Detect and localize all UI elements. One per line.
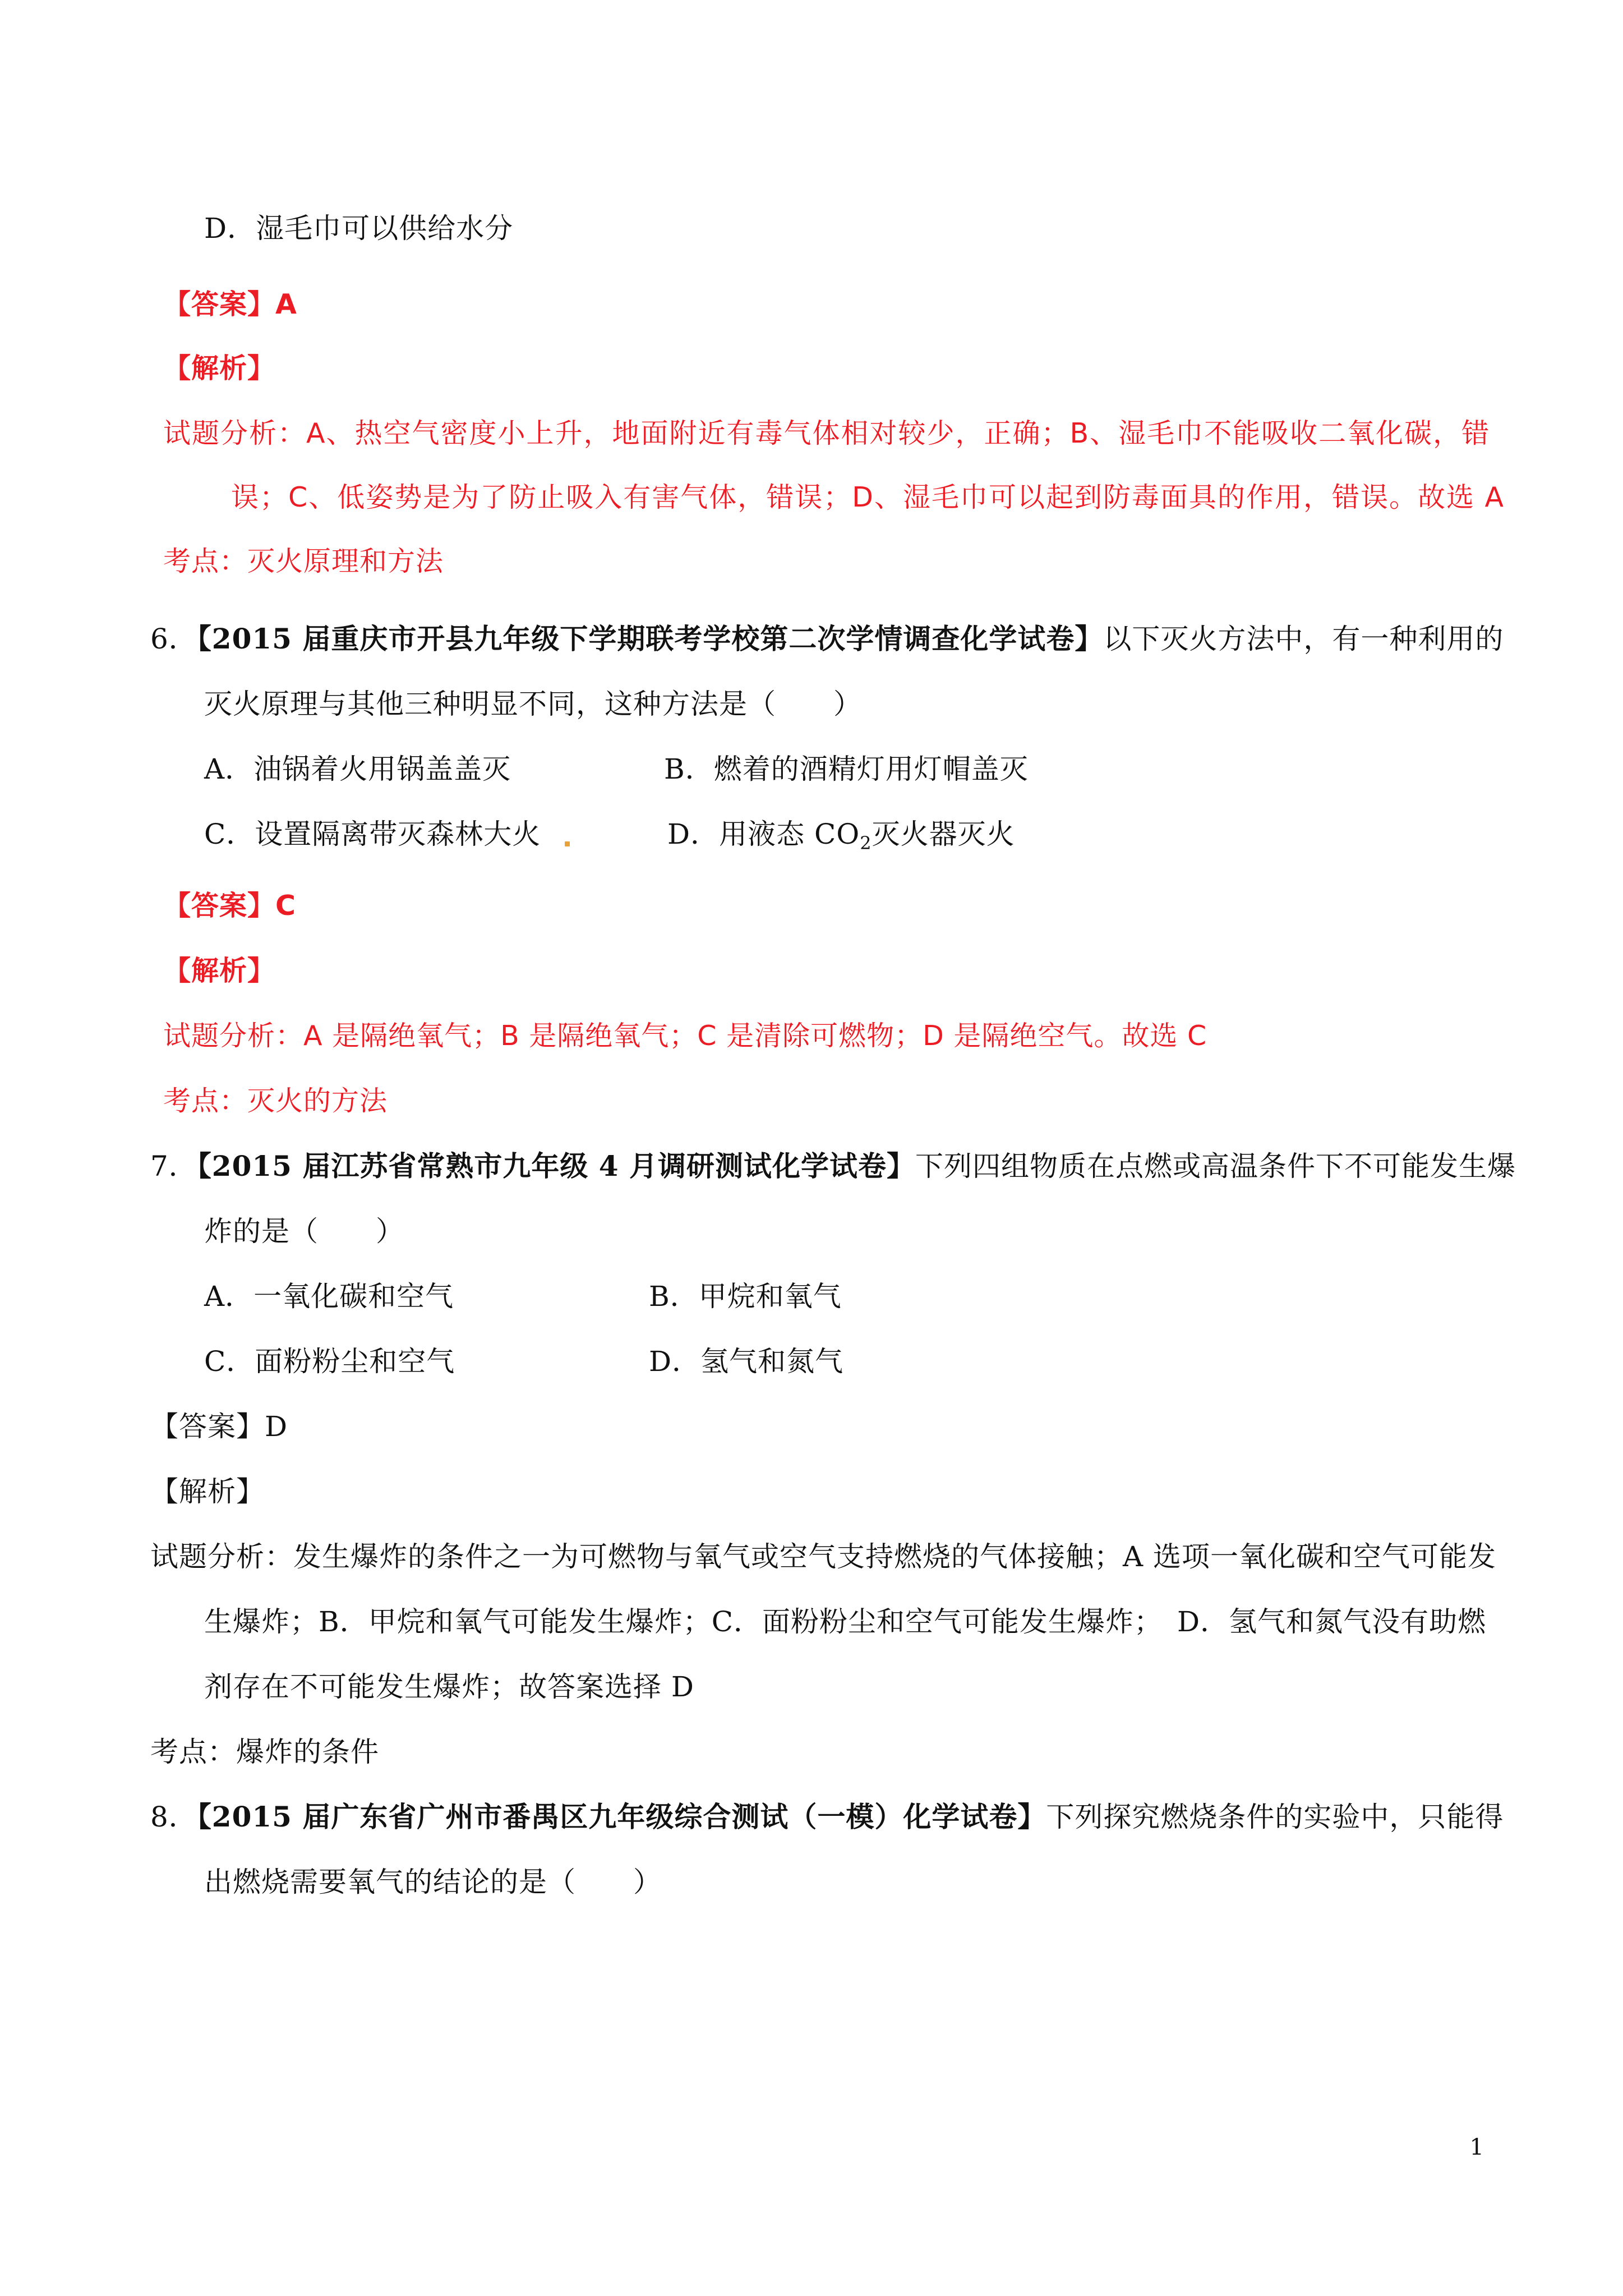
q5-analysis-line-1: 试题分析：A、热空气密度小上升，地面附近有毒气体相对较少，正确；B、湿毛巾不能吸收二氧化碳，错	[163, 417, 1491, 449]
q6-source: 【2015 届重庆市开县九年级下学期联考学校第二次学情调查化学试卷】	[197, 622, 1104, 655]
q5-analysis-line-2: 误；C、低姿势是为了防止吸入有害气体，错误；D、湿毛巾可以起到防毒面具的作用，错误。故选 A	[231, 481, 1505, 513]
q7-stem-line-1	[150, 1149, 1516, 1182]
q8-source: 【2015 届广东省广州市番禺区九年级综合测试（一模）化学试卷】	[197, 1800, 1046, 1833]
q6-option-d	[667, 818, 1015, 854]
q7-analysis-line-1: 试题分析：发生爆炸的条件之一为可燃物与氧气或空气支持燃烧的气体接触；A 选项一氧化碳和空气可能发	[150, 1540, 1496, 1573]
stray-orange-mark	[565, 841, 570, 846]
q8-stem-line-1	[150, 1800, 1504, 1833]
q6-knowledge-point: 考点：灭火的方法	[163, 1085, 388, 1117]
q6-number: 6．	[150, 623, 197, 655]
q5-option-d: D．湿毛巾可以供给水分	[204, 212, 514, 245]
q8-stem-line-2: 出燃烧需要氧气的结论的是（ ）	[204, 1866, 662, 1898]
q5-analysis-heading: 【解析】	[163, 352, 276, 384]
q6-option-c: C．设置隔离带灭森林大火	[204, 818, 541, 850]
q6-analysis-line-1: 试题分析：A 是隔绝氧气；B 是隔绝氧气；C 是清除可燃物；D 是隔绝空气。故选 C	[163, 1020, 1207, 1052]
q7-answer: 【答案】D	[150, 1410, 288, 1443]
page-number: 1	[1469, 2134, 1484, 2160]
q7-stem-line-2: 炸的是（ ）	[204, 1215, 404, 1248]
q6-analysis-heading: 【解析】	[163, 955, 276, 987]
q7-source: 【2015 届江苏省常熟市九年级 4 月调研测试化学试卷】	[197, 1149, 915, 1182]
q8-stem-text: 下列探究燃烧条件的实验中，只能得	[1046, 1801, 1504, 1833]
q7-number: 7．	[150, 1150, 197, 1182]
q7-stem-text: 下列四组物质在点燃或高温条件下不可能发生爆	[915, 1150, 1516, 1182]
q6-option-a: A．油锅着火用锅盖盖灭	[204, 753, 511, 785]
q7-option-c: C．面粉粉尘和空气	[204, 1345, 455, 1378]
q6-stem-line-1	[150, 622, 1504, 655]
q6-option-d-subscript: 2	[860, 832, 872, 854]
q5-answer: 【答案】A	[163, 288, 297, 320]
q6-answer: 【答案】C	[163, 890, 296, 922]
q7-option-a: A．一氧化碳和空气	[204, 1280, 454, 1313]
q7-analysis-line-3: 剂存在不可能发生爆炸；故答案选择 D	[204, 1671, 694, 1703]
q6-option-d-text: D．用液态 CO	[667, 818, 860, 850]
q7-analysis-line-2: 生爆炸；B．甲烷和氧气可能发生爆炸；C．面粉粉尘和空气可能发生爆炸； D．氢气和氮气没有助燃	[204, 1605, 1487, 1638]
q6-option-b: B．燃着的酒精灯用灯帽盖灭	[664, 753, 1029, 785]
q7-option-b: B．甲烷和氧气	[649, 1280, 842, 1313]
q7-analysis-heading: 【解析】	[150, 1475, 265, 1508]
q6-stem-text: 以下灭火方法中，有一种利用的	[1103, 623, 1504, 655]
q7-knowledge-point: 考点：爆炸的条件	[150, 1736, 379, 1768]
q5-knowledge-point: 考点：灭火原理和方法	[163, 545, 444, 577]
q6-option-d-text-end: 灭火器灭火	[872, 818, 1015, 850]
q7-option-d: D．氢气和氮气	[649, 1345, 844, 1378]
q8-number: 8．	[150, 1801, 197, 1833]
q6-stem-line-2: 灭火原理与其他三种明显不同，这种方法是（ ）	[204, 688, 862, 720]
